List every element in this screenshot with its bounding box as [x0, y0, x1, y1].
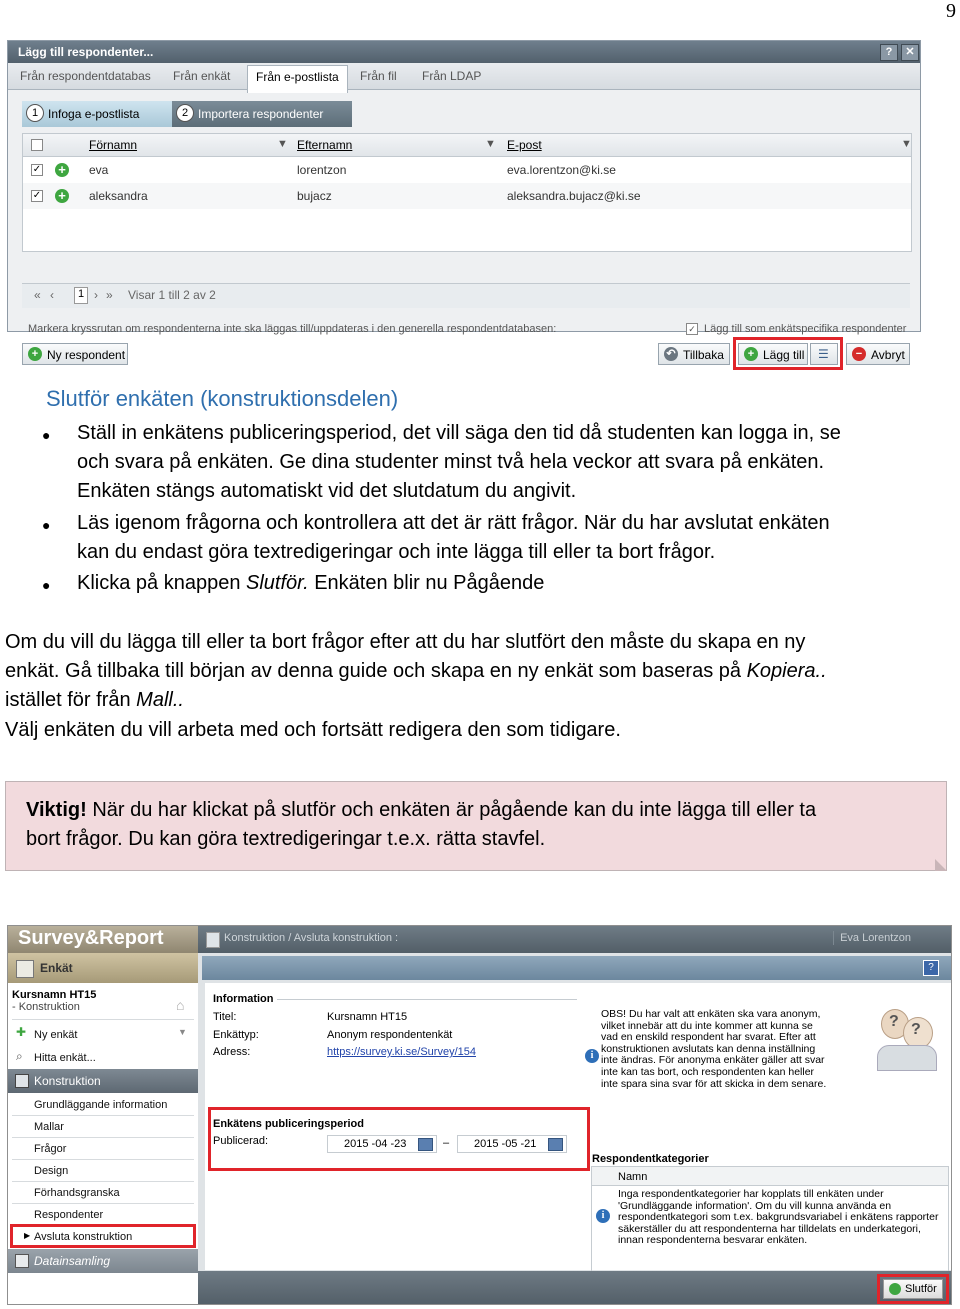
- search-icon: ⌕: [16, 1049, 23, 1063]
- button-label: Slutför: [905, 1283, 937, 1295]
- cell-epost: aleksandra.bujacz@ki.se: [507, 189, 641, 203]
- enkat-header: [8, 953, 198, 983]
- divider: [12, 1159, 194, 1160]
- chevron-down-icon[interactable]: ▼: [178, 1027, 187, 1037]
- sidebar-item-mallar[interactable]: Mallar: [34, 1121, 64, 1133]
- important-text: [26, 796, 926, 854]
- cell-fornamn: aleksandra: [89, 189, 148, 203]
- back-icon: ↶: [664, 347, 678, 361]
- button-label: Avbryt: [871, 348, 905, 362]
- help-people-icon: ? ?: [877, 1005, 937, 1071]
- divider: [12, 1137, 194, 1138]
- table-row[interactable]: [23, 183, 911, 209]
- respcat-heading: Respondentkategorier: [592, 1153, 709, 1165]
- divider: [277, 999, 577, 1000]
- highlight-frame: [208, 1107, 590, 1171]
- info-icon: i: [596, 1209, 610, 1223]
- step-number: 2: [176, 104, 194, 122]
- list-icon: ☰: [818, 347, 829, 361]
- respondent-grid: [22, 133, 912, 252]
- address-key: Adress:: [213, 1046, 251, 1058]
- add-icon: +: [744, 347, 758, 361]
- bullet-line: Ställ in enkätens publiceringsperiod, det vill säga den tid då studenten kan logga in, se: [77, 422, 841, 444]
- template-term: Mall..: [136, 689, 184, 711]
- filter-icon[interactable]: ▼: [901, 138, 912, 150]
- add-respondents-dialog: [7, 40, 921, 362]
- bullet-icon: ●: [42, 427, 51, 443]
- type-key: Enkättyp:: [213, 1029, 259, 1041]
- divider: [12, 1181, 194, 1182]
- notice-text: Markera kryssrutan om respondenterna inte ska läggas till/uppdateras i den generella respondentdatabasen:: [28, 323, 557, 335]
- column-epost[interactable]: E-post: [507, 138, 542, 152]
- button-label: Lägg till: [763, 348, 805, 362]
- important-label: Viktig!: [26, 799, 87, 821]
- table-row[interactable]: [23, 157, 911, 183]
- step-label: Importera respondenter: [198, 107, 324, 121]
- tab-fran-ldap[interactable]: Från LDAP: [422, 69, 482, 83]
- bullet-line: [77, 569, 937, 598]
- sidebar-item-ny-enkat[interactable]: Ny enkät: [34, 1029, 78, 1041]
- new-survey-icon: ✚: [16, 1025, 27, 1039]
- button-label: Tillbaka: [683, 348, 724, 362]
- section-label: Konstruktion: [34, 1074, 101, 1088]
- button-bar: [22, 343, 910, 367]
- bullet-line: och svara på enkäten. Ge dina studenter minst två hela veckor att svara på enkäten.: [77, 451, 825, 473]
- section-heading: Slutför enkäten (konstruktionsdelen): [46, 386, 399, 411]
- finish-term: Slutför.: [246, 572, 309, 594]
- row-checkbox[interactable]: ✓: [32, 190, 42, 201]
- tab-fran-fil[interactable]: Från fil: [360, 69, 397, 83]
- sidebar-item-grundlaggande[interactable]: Grundläggande information: [34, 1099, 168, 1111]
- dialog-title: Lägg till respondenter...: [18, 45, 154, 59]
- add-icon[interactable]: +: [55, 189, 69, 203]
- next-page-icon[interactable]: ›: [94, 288, 98, 302]
- respcat-column-name[interactable]: Namn: [618, 1171, 648, 1183]
- highlight-frame: [10, 1224, 196, 1248]
- title-value: Kursnamn HT15: [327, 1011, 408, 1023]
- copy-term: Kopiera..: [746, 660, 827, 682]
- period-heading: Enkätens publiceringsperiod: [213, 1118, 364, 1130]
- top-bar: [198, 926, 952, 953]
- important-body: bort frågor. Du kan göra textredigeringar t.e.x. rätta stavfel.: [26, 828, 546, 850]
- bullet-icon: ●: [42, 577, 51, 593]
- step-infoga[interactable]: [22, 101, 172, 127]
- add-icon[interactable]: +: [55, 163, 69, 177]
- add-icon: +: [28, 347, 42, 361]
- bullet-text: Enkäten blir nu Pågående: [308, 572, 545, 594]
- back-button[interactable]: [658, 343, 730, 365]
- column-efternamn[interactable]: Efternamn: [297, 138, 353, 152]
- sidebar-item-hitta-enkat[interactable]: Hitta enkät...: [34, 1052, 96, 1064]
- step-number: 1: [26, 104, 44, 122]
- paragraph-line: [5, 686, 955, 715]
- datainsamling-section[interactable]: [8, 1249, 198, 1273]
- pager: [22, 283, 910, 308]
- respcat-text: Inga respondentkategorier har kopplats till enkäten under 'Grundläggande information'. Om du vill kunna använda en respondentkategori som t.ex. bakgrundsvariabel i enkätens rapporter säkerställer du att respondenterna har tilldelats en underkategori, innan respondenterna besvarar enkäten.: [618, 1188, 939, 1247]
- sidebar: [8, 983, 198, 1305]
- cell-efternamn: lorentzon: [297, 163, 347, 177]
- divider: [12, 1115, 194, 1116]
- info-icon: i: [585, 1049, 599, 1063]
- title-key: Titel:: [213, 1011, 237, 1023]
- sidebar-item-respondenter[interactable]: Respondenter: [34, 1209, 104, 1221]
- konstruktion-section: [8, 1069, 198, 1093]
- triangle-right-icon: ▶: [24, 1231, 31, 1240]
- logo: [8, 926, 198, 953]
- page-fold: [935, 859, 947, 871]
- data-icon: [15, 1254, 29, 1268]
- cancel-button[interactable]: [846, 343, 910, 365]
- course-subtitle: - Konstruktion: [12, 1001, 80, 1013]
- important-body: När du har klickat på slutför och enkäten är pågående kan du inte lägga till eller ta: [86, 799, 817, 821]
- published-key: Publicerad:: [213, 1135, 269, 1147]
- bullet-line: kan du endast göra textredigeringar och inte lägga till eller ta bort frågor.: [77, 541, 716, 563]
- document-icon: [206, 932, 220, 948]
- new-respondent-button[interactable]: [22, 343, 128, 365]
- bullet-line: Enkäten stängs automatiskt vid det slutdatum du angivit.: [77, 480, 577, 502]
- help-icon[interactable]: ?: [880, 44, 898, 61]
- bullet-text: Klicka på knappen: [77, 572, 247, 594]
- page-number: 9: [946, 0, 956, 22]
- survey-url-link[interactable]: https://survey.ki.se/Survey/154: [327, 1046, 476, 1058]
- construction-icon: [15, 1074, 29, 1088]
- bottom-bar: [198, 1271, 952, 1305]
- logo-text: Survey&Report: [18, 927, 164, 949]
- breadcrumb: Konstruktion / Avsluta konstruktion :: [224, 932, 399, 944]
- specific-respondents-checkbox[interactable]: ✓: [686, 323, 698, 335]
- paragraph-line: [5, 657, 955, 686]
- pager-status: Visar 1 till 2 av 2: [128, 288, 216, 302]
- highlight-frame: [733, 337, 843, 370]
- bullet-icon: ●: [42, 517, 51, 533]
- end-date: 2015 -05 -21: [474, 1138, 537, 1150]
- course-title: Kursnamn HT15: [12, 989, 97, 1001]
- cell-fornamn: eva: [89, 163, 109, 177]
- information-heading: Information: [213, 993, 274, 1005]
- select-all-checkbox[interactable]: [31, 139, 43, 151]
- paragraph-text: istället för från: [5, 689, 137, 711]
- source-tabs: [8, 63, 920, 90]
- stop-icon: −: [852, 347, 866, 361]
- close-icon[interactable]: ✕: [901, 44, 919, 61]
- important-note: [5, 781, 947, 871]
- divider: [12, 1019, 194, 1020]
- tab-respondentdatabas[interactable]: Från respondentdatabas: [20, 69, 151, 83]
- paragraph-text: enkät. Gå tillbaka till början av denna guide och skapa en ny enkät som baseras på: [5, 660, 747, 682]
- highlight-frame: [877, 1274, 949, 1304]
- user-name[interactable]: Eva Lorentzon: [833, 931, 941, 945]
- filter-icon[interactable]: ▼: [485, 138, 496, 150]
- button-label: Ny respondent: [47, 348, 126, 362]
- start-date: 2015 -04 -23: [344, 1138, 407, 1150]
- sidebar-item-avsluta-konstruktion[interactable]: Avsluta konstruktion: [34, 1231, 133, 1243]
- home-icon[interactable]: ⌂: [176, 997, 185, 1013]
- date-separator: –: [443, 1137, 450, 1149]
- step-label: Infoga e-postlista: [48, 107, 140, 121]
- paragraph-line: Om du vill du lägga till eller ta bort frågor efter att du har slutfört den måste du skapa en ny: [5, 631, 806, 653]
- tab-fran-epostlista[interactable]: Från e-postlista: [247, 65, 348, 93]
- divider: [12, 1203, 194, 1204]
- first-page-icon[interactable]: «: [34, 288, 41, 302]
- row-checkbox[interactable]: ✓: [32, 164, 42, 175]
- cell-efternamn: bujacz: [297, 189, 332, 203]
- sidebar-item-design[interactable]: Design: [34, 1165, 69, 1177]
- enkat-label: Enkät: [40, 961, 73, 975]
- filter-icon[interactable]: ▼: [277, 138, 288, 150]
- grid-header: [23, 134, 911, 157]
- type-value: Anonym respondentenkät: [327, 1029, 453, 1041]
- anonymity-notice: OBS! Du har valt att enkäten ska vara anonym, vilket innebär att du inte kommer att kunna se vad en enskild respondent har svarat. Efter att konstruktionen avslutats kan denna inställning inte ändras. För anonyma enkäter gäller att svar inte kan tas bort, och respondenten kan heller inte spara sina svar för att skicka in dem senare.: [601, 1008, 827, 1090]
- survey-report-window: [7, 925, 952, 1305]
- sidebar-item-fragor[interactable]: Frågor: [34, 1143, 67, 1155]
- bullet-line: Läs igenom frågorna och kontrollera att det är rätt frågor. När du har avslutat enkäten: [77, 512, 830, 534]
- checkbox-label: Lägg till som enkätspecifika respondenter: [704, 323, 907, 335]
- prev-page-icon[interactable]: ‹: [50, 288, 54, 302]
- survey-icon: [16, 960, 34, 978]
- dialog-titlebar: [8, 41, 920, 63]
- sidebar-item-forhandsgranska[interactable]: Förhandsgranska: [34, 1187, 120, 1199]
- cell-epost: eva.lorentzon@ki.se: [507, 163, 616, 177]
- last-page-icon[interactable]: »: [106, 288, 113, 302]
- paragraph-line: Välj enkäten du vill arbeta med och fortsätt redigera den som tidigare.: [5, 719, 621, 741]
- section-label: Datainsamling: [34, 1254, 111, 1268]
- tab-fran-enkat[interactable]: Från enkät: [173, 69, 231, 83]
- page-input[interactable]: 1: [74, 287, 88, 304]
- column-fornamn[interactable]: Förnamn: [89, 138, 138, 152]
- main-panel: [205, 983, 952, 1270]
- toolbar: [202, 956, 952, 980]
- step-importera[interactable]: [172, 101, 352, 127]
- help-icon[interactable]: ?: [923, 960, 939, 976]
